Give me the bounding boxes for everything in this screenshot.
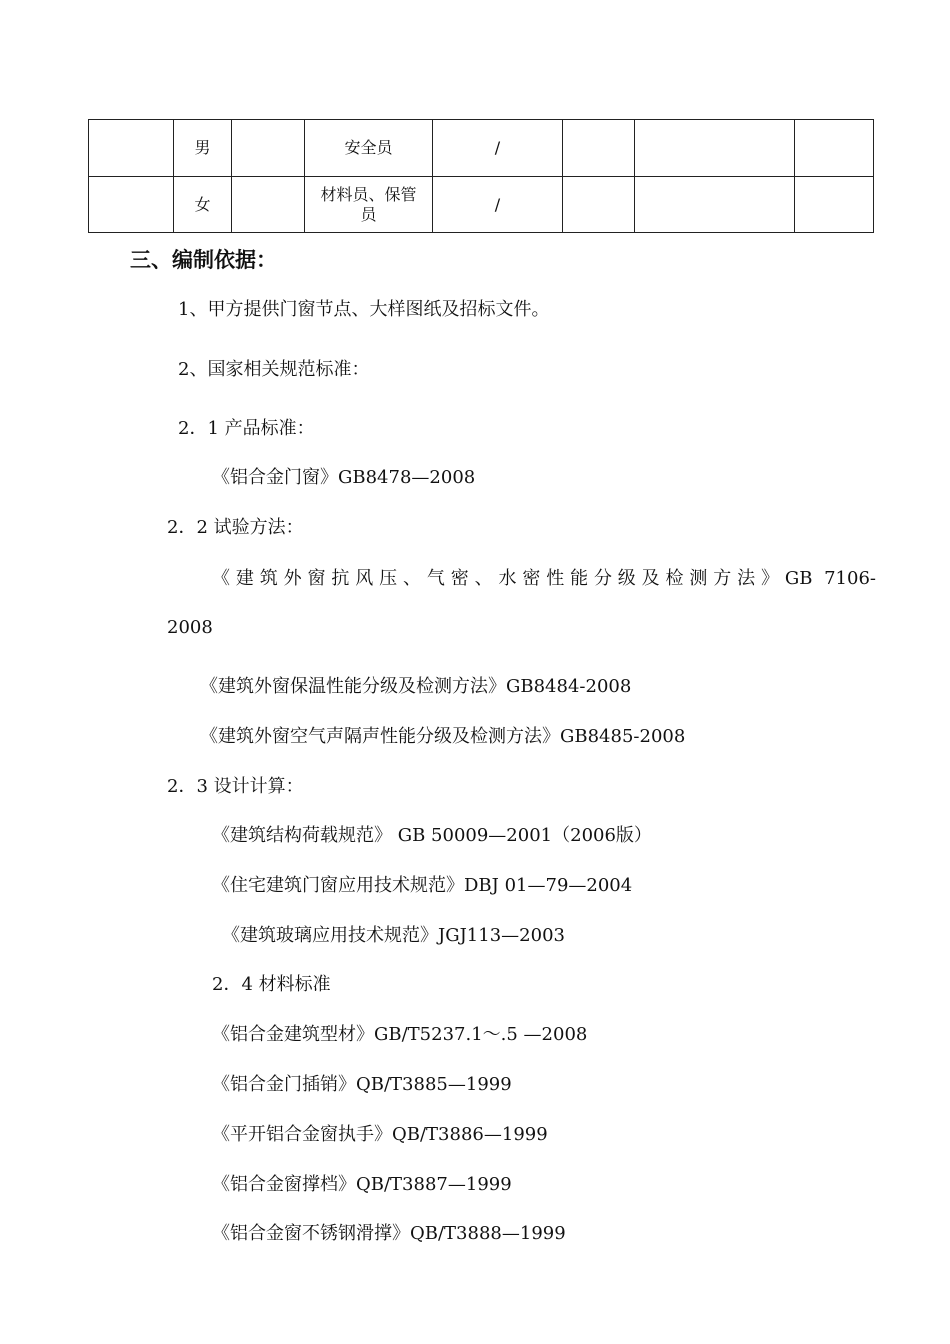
table-cell: [795, 120, 874, 177]
table-cell: [635, 177, 795, 233]
standard-item-continuation: 2008: [167, 617, 213, 638]
table-row: [89, 177, 874, 233]
subsection-title: 2．3 设计计算：: [167, 776, 304, 797]
table-cell: [232, 177, 305, 233]
staff-table: [88, 119, 874, 233]
standard-item: 《建筑结构荷载规范》 GB 50009—2001（2006版）: [212, 825, 652, 846]
table-cell: [563, 177, 635, 233]
table-cell: /: [433, 177, 563, 233]
table-cell: [563, 120, 635, 177]
table-row: [89, 120, 874, 177]
table-cell-role: 材料员、保管员: [305, 177, 433, 233]
list-item: 2、国家相关规范标准：: [178, 359, 370, 380]
standard-item: 《建筑外窗空气声隔声性能分级及检测方法》GB8485-2008: [200, 726, 686, 747]
table-cell-gender: 男: [174, 120, 232, 177]
subsection-title: 2．2 试验方法：: [167, 517, 304, 538]
standard-item: 《住宅建筑门窗应用技术规范》DBJ 01—79—2004: [212, 875, 633, 896]
standard-item: 《平开铝合金窗执手》QB/T3886—1999: [212, 1124, 548, 1145]
section-heading: 三、编制依据：: [130, 248, 277, 272]
standard-item: 《建筑外窗保温性能分级及检测方法》GB8484-2008: [200, 676, 632, 697]
table-cell: [795, 177, 874, 233]
standard-item: 《建筑外窗抗风压、气密、水密性能分级及检测方法》GB 7106-: [212, 568, 876, 589]
standard-item: 《铝合金窗不锈钢滑撑》QB/T3888—1999: [212, 1223, 566, 1244]
table-cell: [232, 120, 305, 177]
subsection-title: 2．1 产品标准：: [178, 418, 315, 439]
list-item: 1、甲方提供门窗节点、大样图纸及招标文件。: [178, 299, 550, 320]
table-cell: /: [433, 120, 563, 177]
table-cell-gender: 女: [174, 177, 232, 233]
standard-item: 《铝合金窗撑档》QB/T3887—1999: [212, 1174, 512, 1195]
table-cell: [89, 177, 174, 233]
table-cell-role: 安全员: [305, 120, 433, 177]
standard-item: 《铝合金建筑型材》GB/T5237.1～.5 —2008: [212, 1024, 588, 1045]
standard-item: 《铝合金门插销》QB/T3885—1999: [212, 1074, 512, 1095]
table-cell: [635, 120, 795, 177]
table-cell: [89, 120, 174, 177]
standard-item: 《铝合金门窗》GB8478—2008: [212, 467, 476, 488]
subsection-title: 2．4 材料标准: [212, 974, 331, 995]
standard-item: 《建筑玻璃应用技术规范》JGJ113—2003: [222, 925, 565, 946]
